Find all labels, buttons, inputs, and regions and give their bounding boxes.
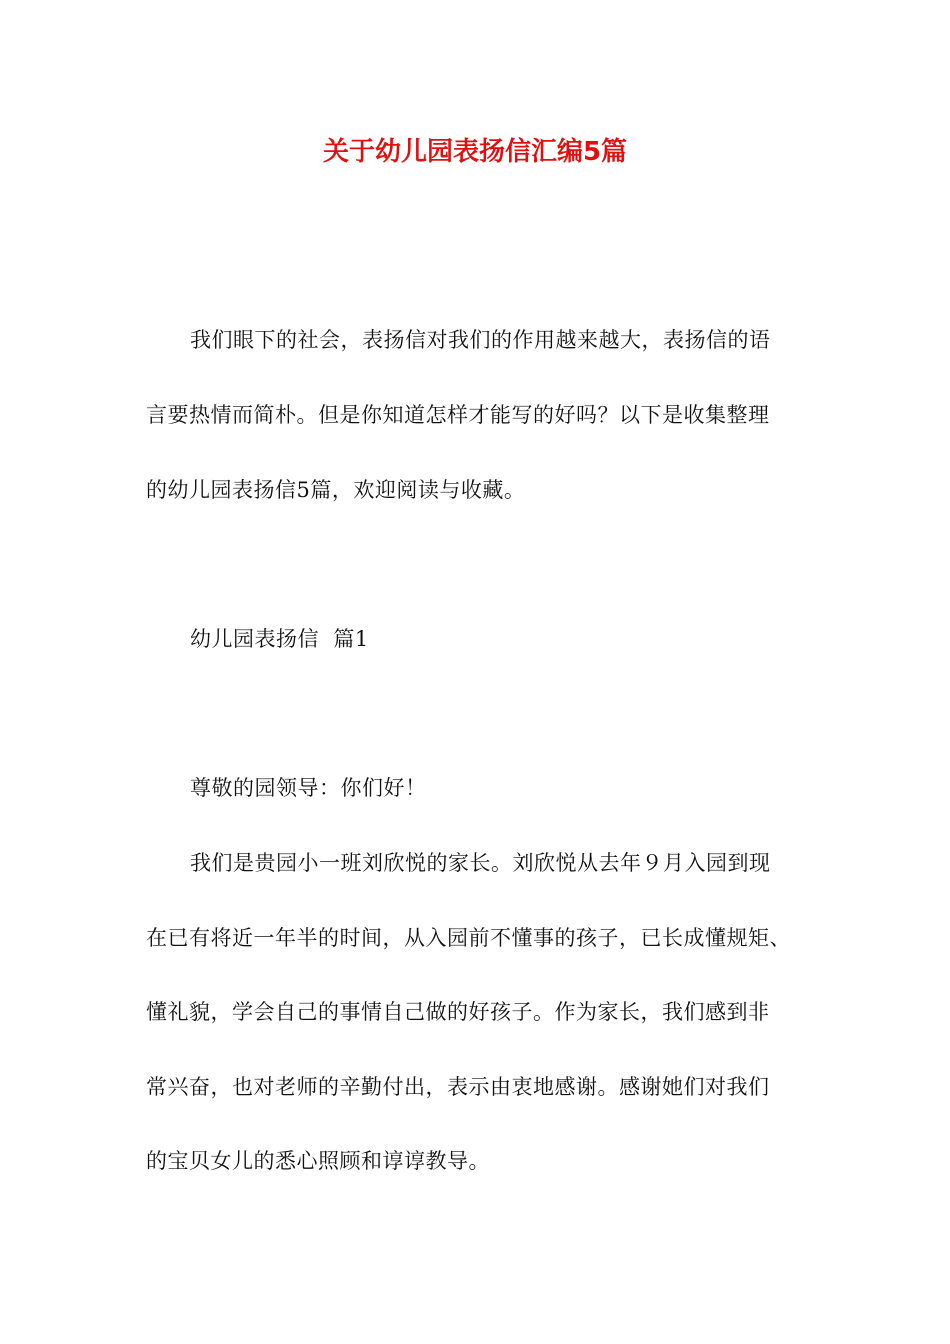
body-line-1: 我们是贵园小一班刘欣悦的家长。刘欣悦从去年９月入园到现 (190, 851, 771, 875)
body-line-2: 在已有将近一年半的时间，从入园前不懂事的孩子，已长成懂规矩、 (146, 926, 791, 950)
document-title: 关于幼儿园表扬信汇编5篇 (322, 137, 628, 167)
intro-line-2: 言要热情而简朴。但是你知道怎样才能写的好吗？以下是收集整理 (146, 403, 770, 427)
salutation: 尊敬的园领导：你们好！ (190, 776, 427, 800)
body-line-4: 常兴奋，也对老师的辛勤付出，表示由衷地感谢。感谢她们对我们 (146, 1075, 770, 1099)
intro-line-1: 我们眼下的社会，表扬信对我们的作用越来越大，表扬信的语 (190, 328, 771, 352)
body-line-5: 的宝贝女儿的悉心照顾和谆谆教导。 (146, 1149, 490, 1173)
intro-line-3: 的幼儿园表扬信5篇，欢迎阅读与收藏。 (146, 478, 526, 502)
body-line-3: 懂礼貌，学会自己的事情自己做的好孩子。作为家长，我们感到非 (146, 1000, 770, 1024)
section-heading: 幼儿园表扬信 篇1 (190, 627, 369, 651)
